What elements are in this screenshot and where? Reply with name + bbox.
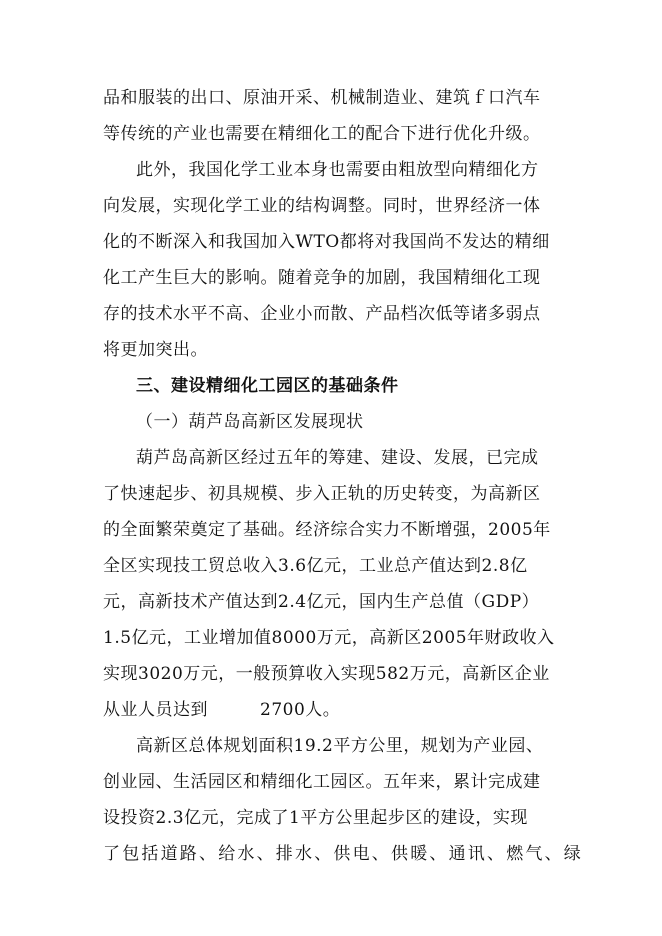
paragraph-2-line-6: 将更加突出。 xyxy=(103,340,208,360)
paragraph-3-line-2: 了快速起步、初具规模、步入正轨的历史转变，为高新区 xyxy=(103,484,541,504)
subsection-heading: （一）葫芦岛高新区发展现状 xyxy=(136,412,364,432)
paragraph-3-line-1: 葫芦岛高新区经过五年的筹建、建设、发展，已完成 xyxy=(136,448,539,468)
paragraph-3-line-8-end: 2700人。 xyxy=(260,700,341,720)
paragraph-4-line-1: 高新区总体规划面积19.2平方公里，规划为产业园、 xyxy=(136,736,544,756)
paragraph-4-line-2: 创业园、生活园区和精细化工园区。五年来，累计完成建 xyxy=(103,772,541,792)
section-heading: 三、建设精细化工园区的基础条件 xyxy=(136,376,399,396)
paragraph-2-line-4: 化工产生巨大的影响。随着竞争的加剧，我国精细化工现 xyxy=(103,268,541,288)
paragraph-4-line-3: 设投资2.3亿元，完成了1平方公里起步区的建设，实现 xyxy=(103,808,528,828)
paragraph-1-line-2: 等传统的产业也需要在精细化工的配合下进行优化升级。 xyxy=(103,124,541,144)
paragraph-2-line-2: 向发展，实现化学工业的结构调整。同时，世界经济一体 xyxy=(103,196,541,216)
paragraph-2-line-5: 存的技术水平不高、企业小而散、产品档次低等诸多弱点 xyxy=(103,304,541,324)
paragraph-2-line-1: 此外，我国化学工业本身也需要由粗放型向精细化方 xyxy=(136,160,539,180)
paragraph-3-line-8-start: 从业人员达到 xyxy=(103,700,208,720)
paragraph-3-line-8 xyxy=(103,700,563,720)
paragraph-3-line-7: 实现3020万元，一般预算收入实现582万元，高新区企业 xyxy=(103,664,550,684)
paragraph-3-line-5: 元，高新技术产值达到2.4亿元，国内生产总值（GDP） xyxy=(103,592,540,612)
paragraph-3-line-4: 全区实现技工贸总收入3.6亿元，工业总产值达到2.8亿 xyxy=(103,556,528,576)
paragraph-2-line-3: 化的不断深入和我国加入WTO都将对我国尚不发达的精细 xyxy=(103,232,550,252)
paragraph-1-line-1: 品和服装的出口、原油开采、机械制造业、建筑ｆ口汽车 xyxy=(103,88,541,108)
paragraph-3-line-6: 1.5亿元，工业增加值8000万元，高新区2005年财政收入 xyxy=(103,628,555,648)
paragraph-4-line-4: 了包括道路、给水、排水、供电、供暖、通讯、燃气、绿 xyxy=(103,844,583,864)
paragraph-3-line-3: 的全面繁荣奠定了基础。经济综合实力不断增强，2005年 xyxy=(103,520,551,540)
